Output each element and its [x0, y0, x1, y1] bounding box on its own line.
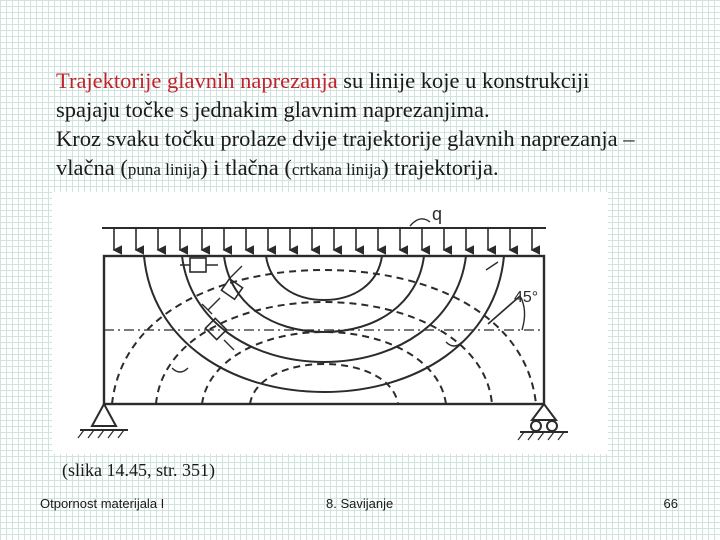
text-line-4: vlačna (puna linija) i tlačna (crtkana linija) trajektorija. [56, 155, 499, 180]
figure-caption: (slika 14.45, str. 351) [62, 460, 215, 480]
highlight-term: Trajektorije glavnih naprezanja [56, 68, 338, 93]
page-number: 66 [663, 496, 678, 511]
text-line-2: spajaju točke s jednakim glavnim naprezanjima. [56, 97, 490, 122]
load-arrows [114, 228, 532, 250]
footer-course: Otpornost materijala I [40, 496, 165, 511]
angle-label: 45° [514, 289, 539, 306]
load-label: q [432, 204, 443, 224]
right-support [518, 404, 568, 440]
tension-trajectories [144, 256, 504, 392]
text-line-1: Trajektorije glavnih naprezanja su linije koje u konstrukciji [56, 68, 590, 93]
compression-trajectories [112, 270, 539, 404]
slide-paragraph [56, 66, 696, 184]
text-line-3: Kroz svaku točku prolaze dvije trajektorije glavnih naprezanja – [56, 126, 635, 151]
footer-chapter: 8. Savijanje [326, 496, 394, 511]
stress-trajectory-figure [52, 192, 608, 454]
beam-diagram [52, 192, 608, 454]
left-support [78, 404, 128, 438]
